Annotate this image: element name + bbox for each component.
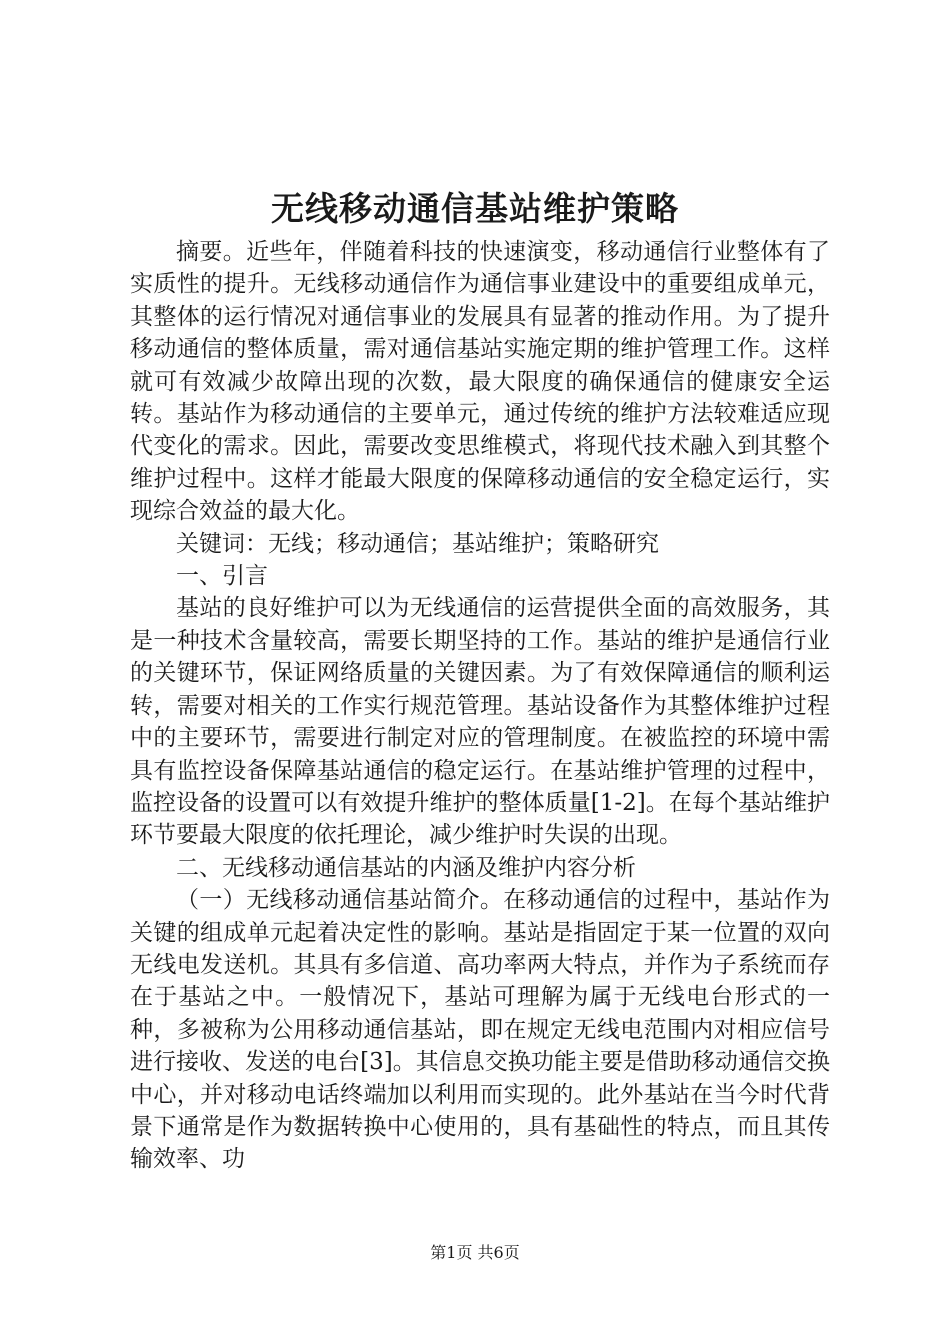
document-body [130, 236, 830, 1176]
abstract-paragraph: 摘要。近些年，伴随着科技的快速演变，移动通信行业整体有了实质性的提升。无线移动通信作为通信事业建设中的重要组成单元，其整体的运行情况对通信事业的发展具有显著的推动作用。为了提升移动通信的整体质量，需对通信基站实施定期的维护管理工作。这样就可有效减少故障出现的次数，最大限度的确保通信的健康安全运转。基站作为移动通信的主要单元，通过传统的维护方法较难适应现代变化的需求。因此，需要改变思维模式，将现代技术融入到其整个维护过程中。这样才能最大限度的保障移动通信的安全稳定运行，实现综合效益的最大化。 [130, 239, 830, 525]
section-heading-introduction: 一、引言 [176, 563, 268, 590]
page-number: 第1页 共6页 [430, 1243, 520, 1262]
section-heading-analysis: 二、无线移动通信基站的内涵及维护内容分析 [176, 854, 636, 881]
subsection-paragraph: （一）无线移动通信基站简介。在移动通信的过程中，基站作为关键的组成单元起着决定性的影响。基站是指固定于某一位置的双向无线电发送机。其具有多信道、高功率两大特点，并作为子系统而存在于基站之中。一般情况下，基站可理解为属于无线电台形式的一种，多被称为公用移动通信基站，即在规定无线电范围内对相应信号进行接收、发送的电台[3]。其信息交换功能主要是借助移动通信交换中心，并对移动电话终端加以利用而实现的。此外基站在当今时代背景下通常是作为数据转换中心使用的，具有基础性的特点，而且其传输效率、功 [130, 887, 830, 1173]
document-title: 无线移动通信基站维护策略 [271, 189, 679, 228]
keywords-paragraph: 关键词：无线；移动通信；基站维护；策略研究 [176, 530, 659, 557]
introduction-paragraph: 基站的良好维护可以为无线通信的运营提供全面的高效服务，其是一种技术含量较高，需要长期坚持的工作。基站的维护是通信行业的关键环节，保证网络质量的关键因素。为了有效保障通信的顺利运转，需要对相关的工作实行规范管理。基站设备作为其整体维护过程中的主要环节，需要进行制定对应的管理制度。在被监控的环境中需具有监控设备保障基站通信的稳定运行。在基站维护管理的过程中，监控设备的设置可以有效提升维护的整体质量[1-2]。在每个基站维护环节要最大限度的依托理论，减少维护时失误的出现。 [130, 595, 830, 849]
